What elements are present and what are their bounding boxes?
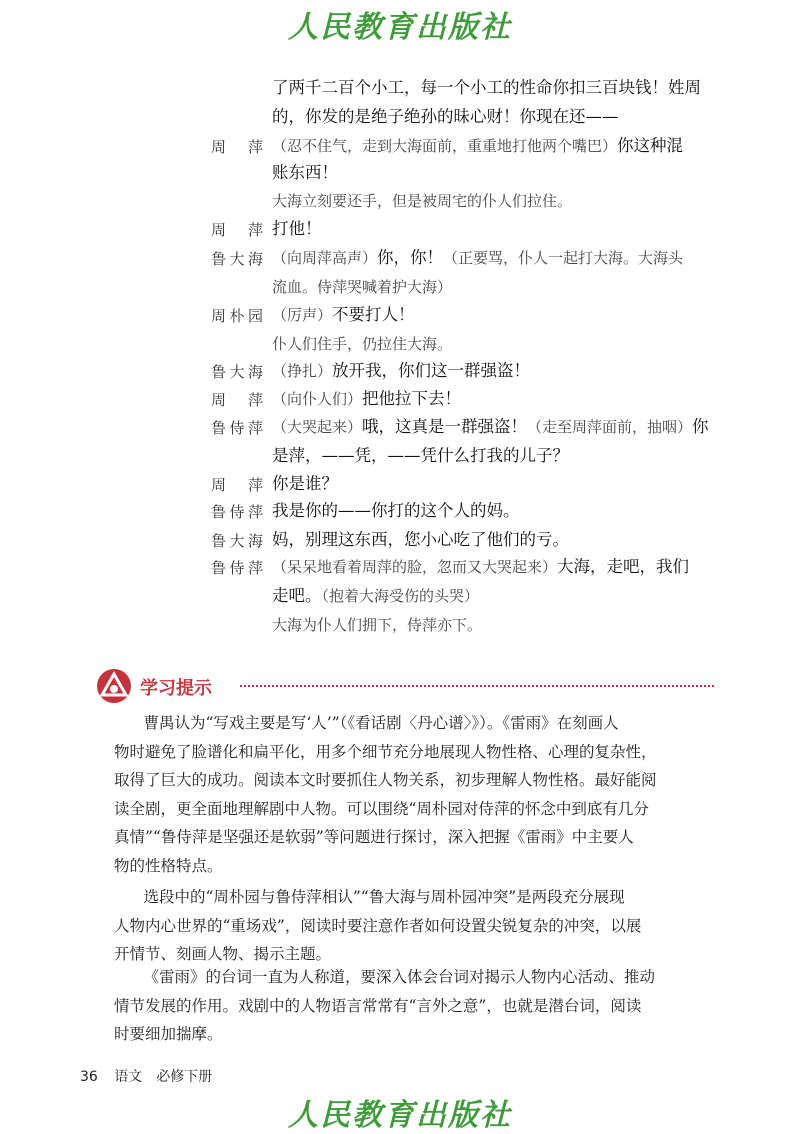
dialogue-text: 打他！ [272, 219, 322, 238]
stage-direction: 大海立刻要还手，但是被周宅的仆人们拉住。 [272, 192, 573, 210]
paragraph-line: 《雷雨》的台词一直为人称道，要深入体会台词对揭示人物内心活动、推动 [143, 968, 655, 986]
stage-direction: （呆呆地看着周萍的脸，忽而又大哭起来） [272, 558, 558, 576]
dialogue-text: 你这种混 [617, 136, 684, 155]
script-line [272, 388, 461, 410]
speaker-name: 周朴园 [211, 307, 263, 325]
script-line [272, 247, 683, 269]
paragraph-line: 物时避免了脸谱化和扁平化，用多个细节充分地展现人物性格、心理的复杂性， [114, 742, 657, 761]
paragraph-line: 开情节、刻画人物、揭示主题。 [114, 945, 332, 963]
paragraph-line: 曹禺认为“写戏主要是写‘人’”（《看话剧〈丹心谱〉》）。《雷雨》在刻画人 [143, 714, 619, 732]
paragraph-line: 读全剧，更全面地理解剧中人物。可以围绕“周朴园对侍萍的怀念中到底有几分 [114, 799, 649, 818]
dialogue-text: 放开我，你们这一群强盗！ [332, 361, 531, 380]
script-line [272, 473, 338, 495]
script-line [272, 585, 479, 607]
script-line [272, 106, 619, 128]
stage-direction: （厉声） [272, 306, 333, 324]
paragraph-line: 取得了巨大的成功。阅读本文时要抓住人物关系，初步理解人物性格。最好能阅 [114, 771, 657, 789]
stage-direction: （正要骂，仆人一起打大海。大海头 [443, 249, 684, 267]
speaker-name: 周 萍 [211, 391, 263, 409]
publisher-logo-top: 人民教育出版社 [288, 10, 512, 45]
paragraph-line: 情节发展的作用。戏剧中的人物语言常常有“言外之意”，也就是潜台词，阅读 [114, 996, 642, 1015]
speaker-name: 周 萍 [211, 476, 263, 494]
script-line [272, 445, 569, 467]
script-line [272, 135, 683, 157]
book-title: 语文 必修下册 [114, 1069, 213, 1085]
dialogue-text: 是萍，——凭，——凭什么打我的儿子？ [272, 446, 569, 465]
speaker-name: 鲁侍萍 [211, 419, 263, 437]
dialogue-text: 哦，这真是一群强盗！ [362, 417, 528, 436]
stage-direction: （向周萍高声） [272, 249, 378, 267]
study-tip-paragraph [114, 883, 704, 969]
stage-direction: 仆人们住手，仍拉住大海。 [272, 335, 453, 353]
paragraph-line: 真情”“鲁侍萍是坚强还是软弱”等问题进行探讨，深入把握《雷雨》中主要人 [114, 828, 634, 846]
speaker-name: 周 萍 [211, 221, 263, 239]
dialogue-text: 妈，别理这东西，您小心吃了他们的亏。 [272, 530, 569, 549]
dialogue-text: 我是你的——你打的这个人的妈。 [272, 501, 520, 520]
script-line [272, 304, 415, 326]
stage-direction: （向仆人们） [272, 390, 363, 408]
stage-direction: （大哭起来） [272, 418, 363, 436]
stage-direction: （挣扎） [272, 362, 333, 380]
script-line [272, 162, 338, 184]
dialogue-text: 你是谁？ [272, 474, 338, 493]
script-line [272, 276, 452, 298]
stage-direction: （抱着大海受伤的头哭） [321, 587, 480, 605]
speaker-name: 周 萍 [211, 138, 263, 156]
script-line [272, 614, 482, 636]
section-title: 学习提示 [140, 678, 212, 699]
paragraph-line: 物的性格特点。 [114, 856, 223, 875]
script-line [272, 500, 520, 522]
dialogue-text: 不要打人！ [332, 305, 415, 324]
script-line [272, 190, 572, 212]
dialogue-text: 你 [692, 417, 709, 436]
speaker-name: 鲁大海 [211, 250, 263, 268]
page-number: 36 [80, 1069, 98, 1085]
script-line [272, 77, 701, 99]
script-line [272, 556, 689, 578]
script-line [272, 416, 709, 438]
study-tip-paragraph [114, 963, 704, 1049]
publisher-logo-bottom: 人民教育出版社 [288, 1098, 512, 1133]
dialogue-text: 了两千二百个小工，每一个小工的性命你扣三百块钱！姓周 [272, 78, 701, 97]
study-tips-icon [96, 668, 132, 704]
section-divider [240, 685, 714, 687]
stage-direction: （走至周萍面前，抽咽） [527, 418, 693, 436]
paragraph-line: 时要细加揣摩。 [114, 1025, 223, 1043]
paragraph-line: 选段中的“周朴园与鲁侍萍相认”“鲁大海与周朴园冲突”是两段充分展现 [143, 888, 625, 906]
section-header [96, 668, 716, 704]
speaker-name: 鲁大海 [211, 363, 263, 381]
speaker-name: 鲁侍萍 [211, 559, 263, 577]
stage-direction: 流血。侍萍哭喊着护大海） [272, 278, 453, 296]
dialogue-text: 的，你发的是绝子绝孙的昧心财！你现在还—— [272, 107, 619, 126]
speaker-name: 鲁大海 [211, 532, 263, 550]
script-line [272, 529, 569, 551]
speaker-name: 鲁侍萍 [211, 503, 263, 521]
dialogue-text: 走吧。 [272, 586, 322, 605]
script-line [272, 360, 530, 382]
dialogue-text: 把他拉下去！ [362, 389, 462, 408]
dialogue-text: 你，你！ [377, 248, 444, 267]
script-line [272, 333, 452, 355]
dialogue-text: 账东西！ [272, 163, 338, 182]
page-footer [80, 1066, 212, 1086]
script-line [272, 218, 322, 240]
study-tip-paragraph [114, 709, 704, 880]
stage-direction: （忍不住气，走到大海面前，重重地打他两个嘴巴） [272, 137, 618, 155]
dialogue-text: 大海，走吧，我们 [557, 557, 690, 576]
stage-direction: 大海为仆人们拥下，侍萍亦下。 [272, 616, 483, 634]
paragraph-line: 人物内心世界的“重场戏”，阅读时要注意作者如何设置尖锐复杂的冲突，以展 [114, 916, 642, 935]
